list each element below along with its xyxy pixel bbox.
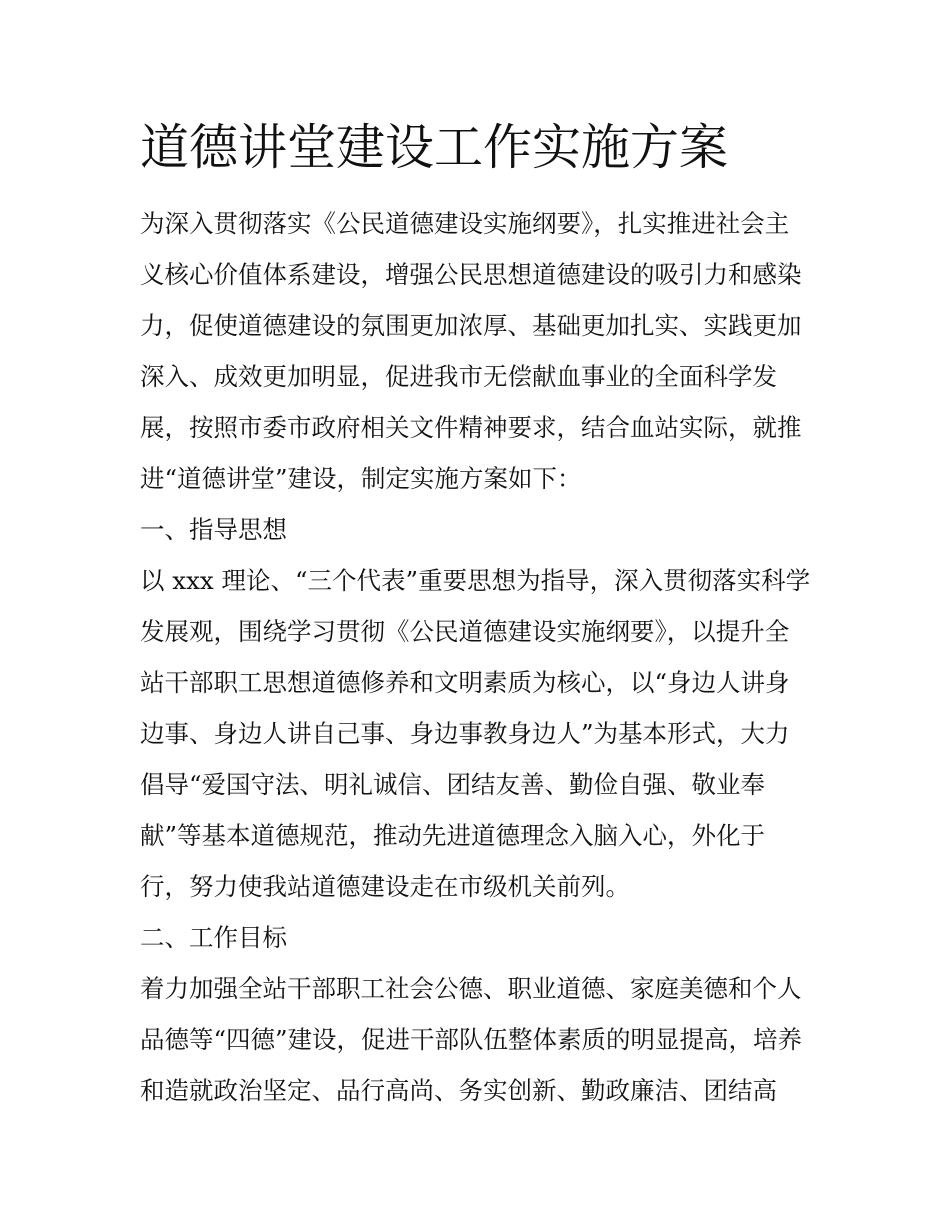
document-title: 道德讲堂建设工作实施方案 <box>140 119 729 176</box>
body-line: 行，努力使我站道德建设走在市级机关前列。 <box>140 872 630 901</box>
body-line: 着力加强全站干部职工社会公德、职业道德、家庭美德和个人 <box>140 974 802 1003</box>
body-line: 深入、成效更加明显，促进我市无偿献血事业的全面科学发 <box>140 362 777 391</box>
body-line: 站干部职工思想道德修养和文明素质为核心，以“身边人讲身 <box>140 668 790 697</box>
body-line: 边事、身边人讲自己事、身边事教身边人”为基本形式，大力 <box>140 719 790 748</box>
body-line: 和造就政治坚定、品行高尚、务实创新、勤政廉洁、团结高 <box>140 1076 777 1105</box>
body-line: 力，促使道德建设的氛围更加浓厚、基础更加扎实、实践更加 <box>140 311 802 340</box>
section-heading-guiding-thought: 一、指导思想 <box>140 515 287 544</box>
body-line: 发展观，围绕学习贯彻《公民道德建设实施纲要》，以提升全 <box>140 617 790 646</box>
section-heading-work-goals: 二、工作目标 <box>140 923 287 952</box>
body-line: 义核心价值体系建设，增强公民思想道德建设的吸引力和感染 <box>140 260 802 289</box>
body-line: 品德等“四德”建设，促进干部队伍整体素质的明显提高，培养 <box>140 1025 803 1054</box>
body-line: 倡导“爱国守法、明礼诚信、团结友善、勤俭自强、敬业奉 <box>140 770 766 799</box>
body-line: 为深入贯彻落实《公民道德建设实施纲要》，扎实推进社会主 <box>140 209 790 238</box>
body-line: 献”等基本道德规范，推动先进道德理念入脑入心，外化于 <box>140 821 766 850</box>
body-line: 以 xxx 理论、“三个代表”重要思想为指导，深入贯彻落实科学 <box>140 566 811 595</box>
body-line: 进“道德讲堂”建设，制定实施方案如下： <box>140 464 582 493</box>
document-body <box>140 198 820 1116</box>
body-line: 展，按照市委市政府相关文件精神要求，结合血站实际，就推 <box>140 413 802 442</box>
